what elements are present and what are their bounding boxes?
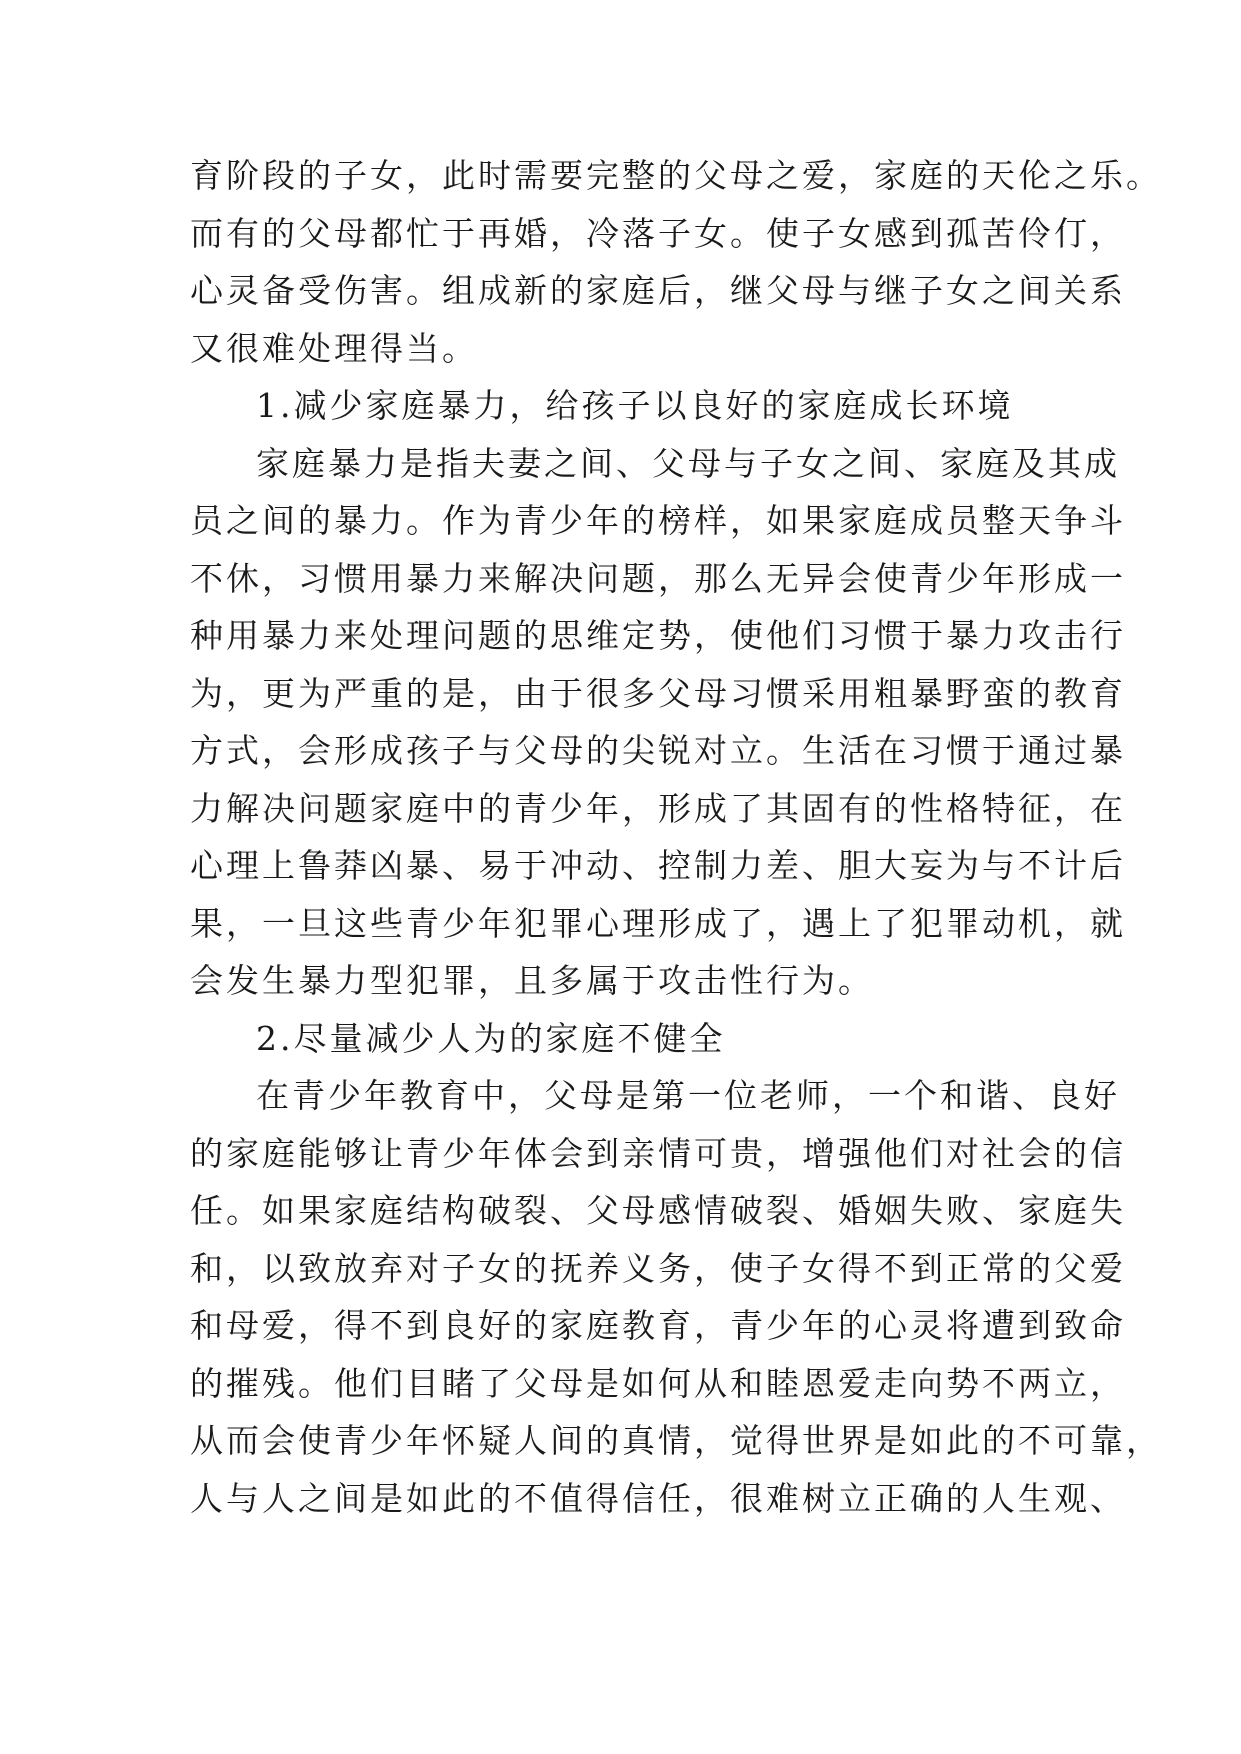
text-line: 任。如果家庭结构破裂、父母感情破裂、婚姻失败、家庭失 (190, 1191, 1126, 1230)
text-line: 心灵备受伤害。组成新的家庭后，继父母与继子女之间关系 (190, 271, 1126, 310)
section-heading-1: 1.减少家庭暴力，给孩子以良好的家庭成长环境 (256, 386, 1014, 425)
text-line: 育阶段的子女，此时需要完整的父母之爱，家庭的天伦之乐。 (190, 156, 1162, 195)
text-line: 方式，会形成孩子与父母的尖锐对立。生活在习惯于通过暴 (190, 731, 1126, 770)
text-line: 的家庭能够让青少年体会到亲情可贵，增强他们对社会的信 (190, 1133, 1126, 1173)
text-line: 力解决问题家庭中的青少年，形成了其固有的性格特征，在 (190, 788, 1126, 828)
text-line: 和，以致放弃对子女的抚养义务，使子女得不到正常的父爱 (190, 1248, 1126, 1288)
text-line: 心理上鲁莽凶暴、易于冲动、控制力差、胆大妄为与不计后 (190, 846, 1126, 885)
text-line: 家庭暴力是指夫妻之间、父母与子女之间、家庭及其成 (256, 443, 1120, 483)
text-line: 而有的父母都忙于再婚，冷落子女。使子女感到孤苦伶仃， (190, 213, 1126, 253)
text-line: 从而会使青少年怀疑人间的真情，觉得世界是如此的不可靠， (190, 1421, 1162, 1460)
text-line: 的摧残。他们目睹了父母是如何从和睦恩爱走向势不两立， (190, 1363, 1126, 1403)
text-line: 员之间的暴力。作为青少年的榜样，如果家庭成员整天争斗 (190, 501, 1126, 540)
text-line: 人与人之间是如此的不值得信任，很难树立正确的人生观、 (190, 1478, 1126, 1518)
text-line: 和母爱，得不到良好的家庭教育，青少年的心灵将遭到致命 (190, 1306, 1126, 1345)
text-line: 不休，习惯用暴力来解决问题，那么无异会使青少年形成一 (190, 558, 1126, 598)
text-line: 果，一旦这些青少年犯罪心理形成了，遇上了犯罪动机，就 (190, 903, 1126, 943)
text-line: 会发生暴力型犯罪，且多属于攻击性行为。 (190, 961, 874, 1000)
text-line: 为，更为严重的是，由于很多父母习惯采用粗暴野蛮的教育 (190, 673, 1126, 713)
section-heading-2: 2.尽量减少人为的家庭不健全 (256, 1018, 726, 1058)
text-line: 又很难处理得当。 (190, 328, 478, 368)
text-line: 在青少年教育中，父母是第一位老师，一个和谐、良好 (256, 1076, 1120, 1115)
body-text (190, 147, 1162, 1527)
text-line: 种用暴力来处理问题的思维定势，使他们习惯于暴力攻击行 (190, 616, 1126, 655)
